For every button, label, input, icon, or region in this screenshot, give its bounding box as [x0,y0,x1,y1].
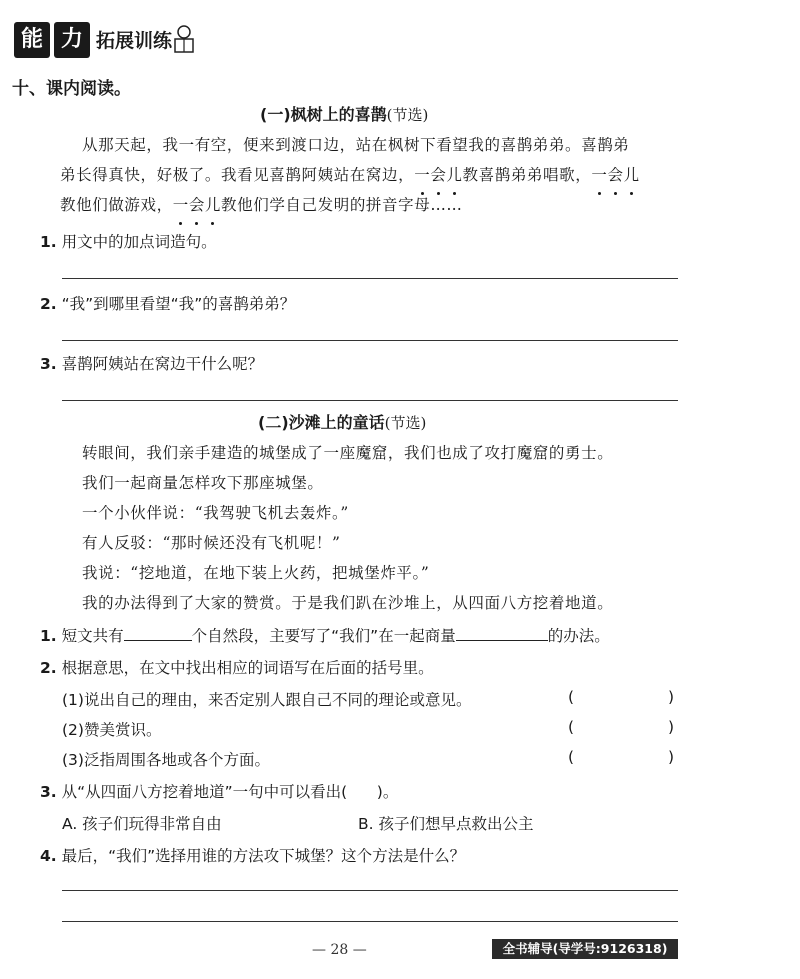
sub-item-1: (1)说出自己的理由，来否定别人跟自己不同的理论或意见。 [62,691,472,709]
answer-line[interactable] [62,340,678,341]
question-1-3 [40,352,263,374]
question-text: 个自然段，主要写了“我们”在一起商量 [191,627,456,645]
passage2-line: 有人反驳：“那时候还没有飞机呢！” [82,534,341,552]
banner-box-2: 力 [54,22,90,58]
passage1-subtitle: (节选) [386,106,429,124]
answer-paren-open[interactable]: ( [568,718,575,736]
text-run: 教他们学自己发明的拼音字母…… [221,196,463,214]
question-text: 喜鹊阿姨站在窝边干什么呢？ [61,355,264,373]
question-2-4 [40,844,465,866]
answer-paren-open[interactable]: ( [568,748,575,766]
page-number: — 28 — [312,942,367,958]
fill-blank-count[interactable] [124,626,192,641]
question-2-3 [40,780,398,802]
answer-line[interactable] [62,890,678,891]
dotted-word: 一会儿 [173,196,221,214]
banner-box-1: 能 [14,22,50,58]
question-number: 2. [40,659,57,677]
passage2-line: 转眼间，我们亲手建造的城堡成了一座魔窟，我们也成了攻打魔窟的勇士。 [82,444,614,462]
sub-item-2: (2)赞美赏识。 [62,721,162,739]
banner-title: 拓展训练 [96,30,173,52]
passage1-title [260,102,428,125]
question-text: “我”到哪里看望“我”的喜鹊弟弟？ [61,295,296,313]
text-run: 教他们做游戏， [60,196,173,214]
question-text: 用文中的加点词造句。 [61,233,217,251]
question-text: 从“从四面八方挖着地道”一句中可以看出( )。 [61,783,399,801]
question-number: 3. [40,355,57,373]
book-character-icon [172,24,196,54]
sub-item-3: (3)泛指周围各地或各个方面。 [62,751,270,769]
question-1-1 [40,230,217,252]
section-heading: 十、课内阅读。 [12,79,131,99]
dotted-word: 一会儿 [591,166,639,184]
passage1-body [60,130,750,220]
text-run: 弟长得真快，好极了。我看见喜鹊阿姨站在窝边， [60,166,415,184]
answer-paren-close[interactable]: ) [668,688,675,706]
answer-line[interactable] [62,278,678,279]
fill-blank-method[interactable] [456,626,548,641]
question-number: 4. [40,847,57,865]
answer-paren-close[interactable]: ) [668,718,675,736]
passage1-line [60,190,750,220]
passage2-body [82,438,762,618]
question-text: 最后，“我们”选择用谁的方法攻下城堡？这个方法是什么？ [61,847,466,865]
question-number: 1. [40,627,57,645]
question-text: 的办法。 [547,627,610,645]
passage2-line: 我的办法得到了大家的赞赏。于是我们趴在沙堆上，从四面八方挖着地道。 [82,594,614,612]
passage2-line: 我说：“挖地道，在地下装上火药，把城堡炸平。” [82,564,430,582]
passage1-title-text: (一)枫树上的喜鹊 [260,105,387,124]
section-banner [6,18,196,64]
passage2-line: 我们一起商量怎样攻下那座城堡。 [82,474,324,492]
option-a[interactable]: A. 孩子们玩得非常自由 [62,815,222,833]
passage2-title [258,410,426,433]
passage1-line [60,160,750,190]
text-run: 教喜鹊弟弟唱歌， [462,166,592,184]
passage1-line: 从那天起，我一有空，便来到渡口边，站在枫树下看望我的喜鹊弟弟。喜鹊弟 [82,136,630,154]
dotted-word: 一会儿 [414,166,462,184]
answer-line[interactable] [62,921,678,922]
passage2-title-text: (二)沙滩上的童话 [258,413,385,432]
question-text: 根据意思，在文中找出相应的词语写在后面的括号里。 [61,659,434,677]
question-1-2 [40,292,295,314]
answer-line[interactable] [62,400,678,401]
question-number: 2. [40,295,57,313]
passage2-line: 一个小伙伴说：“我驾驶飞机去轰炸。” [82,504,349,522]
question-text: 短文共有 [61,627,124,645]
answer-paren-open[interactable]: ( [568,688,575,706]
question-2-1 [40,624,610,646]
option-b[interactable]: B. 孩子们想早点救出公主 [358,815,534,833]
guide-badge: 全书辅导(导学号:9126318) [492,939,678,959]
passage2-subtitle: (节选) [384,414,427,432]
question-number: 3. [40,783,57,801]
answer-paren-close[interactable]: ) [668,748,675,766]
question-number: 1. [40,233,57,251]
question-2-2 [40,656,434,678]
